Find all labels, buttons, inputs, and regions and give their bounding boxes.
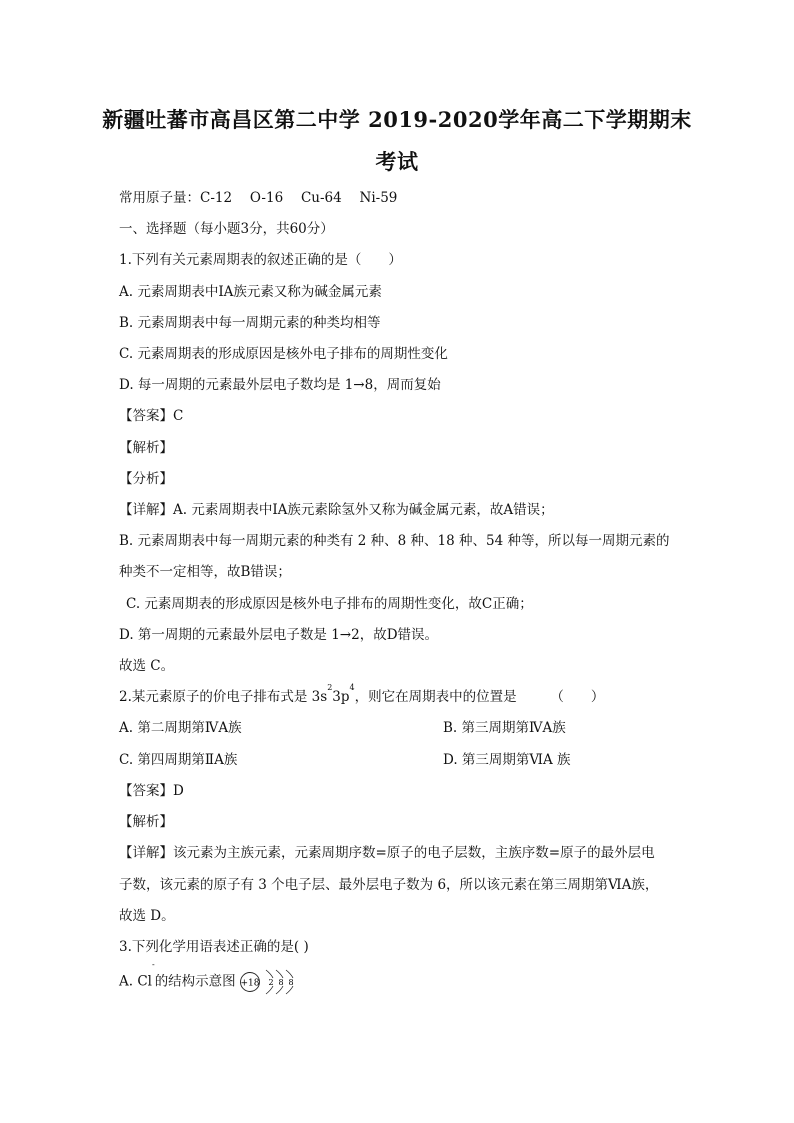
q2-option-c: C. 第四周期第ⅡA族	[119, 752, 238, 768]
shell-arcs-top	[266, 970, 293, 978]
q2-stem	[119, 685, 604, 705]
shell-1-electrons: 2	[268, 978, 274, 987]
q1-fenxi-label: 【分析】	[119, 471, 173, 487]
shell-2-electrons: 8	[278, 978, 284, 987]
q2-option-b: B. 第三周期第ⅣA族	[443, 720, 566, 736]
q3-option-a-pre: A. Cl	[119, 973, 152, 990]
q2-answer: 【答案】D	[119, 783, 184, 799]
q2-detail-line1: 【详解】该元素为主族元素，元素周期序数=原子的电子层数，主族序数=原子的最外层电	[119, 845, 655, 861]
atomic-masses: 常用原子量：C-12 O-16 Cu-64 Ni-59	[119, 190, 398, 206]
q1-option-a: A. 元素周期表中ⅠA族元素又称为碱金属元素	[119, 284, 382, 300]
q2-analysis-label: 【解析】	[119, 814, 173, 830]
q1-detail-line3: 种类不一定相等，故B错误；	[119, 564, 291, 580]
q1-analysis-label: 【解析】	[119, 440, 173, 456]
q1-option-c: C. 元素周期表的形成原因是核外电子排布的周期性变化	[119, 346, 448, 362]
chloride-ion-structure-diagram	[238, 962, 300, 1002]
q2-conclusion: 故选 D。	[119, 908, 175, 924]
q1-detail-line1: 【详解】A. 元素周期表中ⅠA族元素除氢外又称为碱金属元素，故A错误；	[119, 502, 554, 518]
q3-option-a	[119, 962, 300, 1002]
shell-arcs-bottom	[266, 986, 293, 994]
q1-option-b: B. 元素周期表中每一周期元素的种类均相等	[119, 315, 381, 331]
q1-stem: 1.下列有关元素周期表的叙述正确的是（ ）	[119, 252, 402, 268]
q3-option-a-sup: -	[151, 960, 155, 969]
q2-detail-line2: 子数，该元素的原子有 3 个电子层、最外层电子数为 6，所以该元素在第三周期第ⅥA族，	[119, 877, 659, 893]
document-title-line1: 新疆吐蕃市高昌区第二中学 2019-2020学年高二下学期期末	[102, 107, 692, 132]
q1-conclusion: 故选 C。	[119, 658, 175, 674]
q1-answer: 【答案】C	[119, 408, 184, 424]
q1-option-d: D. 每一周期的元素最外层电子数均是 1→8，周而复始	[119, 377, 441, 393]
nucleus-charge: +18	[240, 978, 260, 989]
q2-option-d: D. 第三周期第ⅥA 族	[443, 752, 571, 768]
shell-3-electrons: 8	[288, 978, 294, 987]
document-title-line2: 考试	[375, 149, 419, 174]
q1-detail-line4: C. 元素周期表的形成原因是核外电子排布的周期性变化，故C正确；	[126, 596, 533, 612]
q2-stem-post: ，则它在周期表中的位置是 （ ）	[354, 689, 605, 705]
q2-stem-pre: 2.某元素原子的价电子排布式是 3s	[119, 689, 328, 705]
q2-sup2: 4	[349, 683, 355, 692]
q2-sup1: 2	[327, 683, 333, 692]
q2-option-a: A. 第二周期第ⅣA族	[119, 720, 242, 736]
q2-stem-mid: 3p	[332, 689, 350, 705]
q1-detail-line2: B. 元素周期表中每一周期元素的种类有 2 种、8 种、18 种、54 种等，所以每一周期元素的	[119, 533, 670, 549]
q1-detail-line5: D. 第一周期的元素最外层电子数是 1→2，故D错误。	[119, 627, 439, 643]
q3-stem: 3.下列化学用语表述正确的是( )	[119, 939, 309, 955]
q3-option-a-post: 的结构示意图	[154, 973, 236, 990]
section-heading: 一、选择题（每小题3分，共60分）	[119, 221, 334, 237]
